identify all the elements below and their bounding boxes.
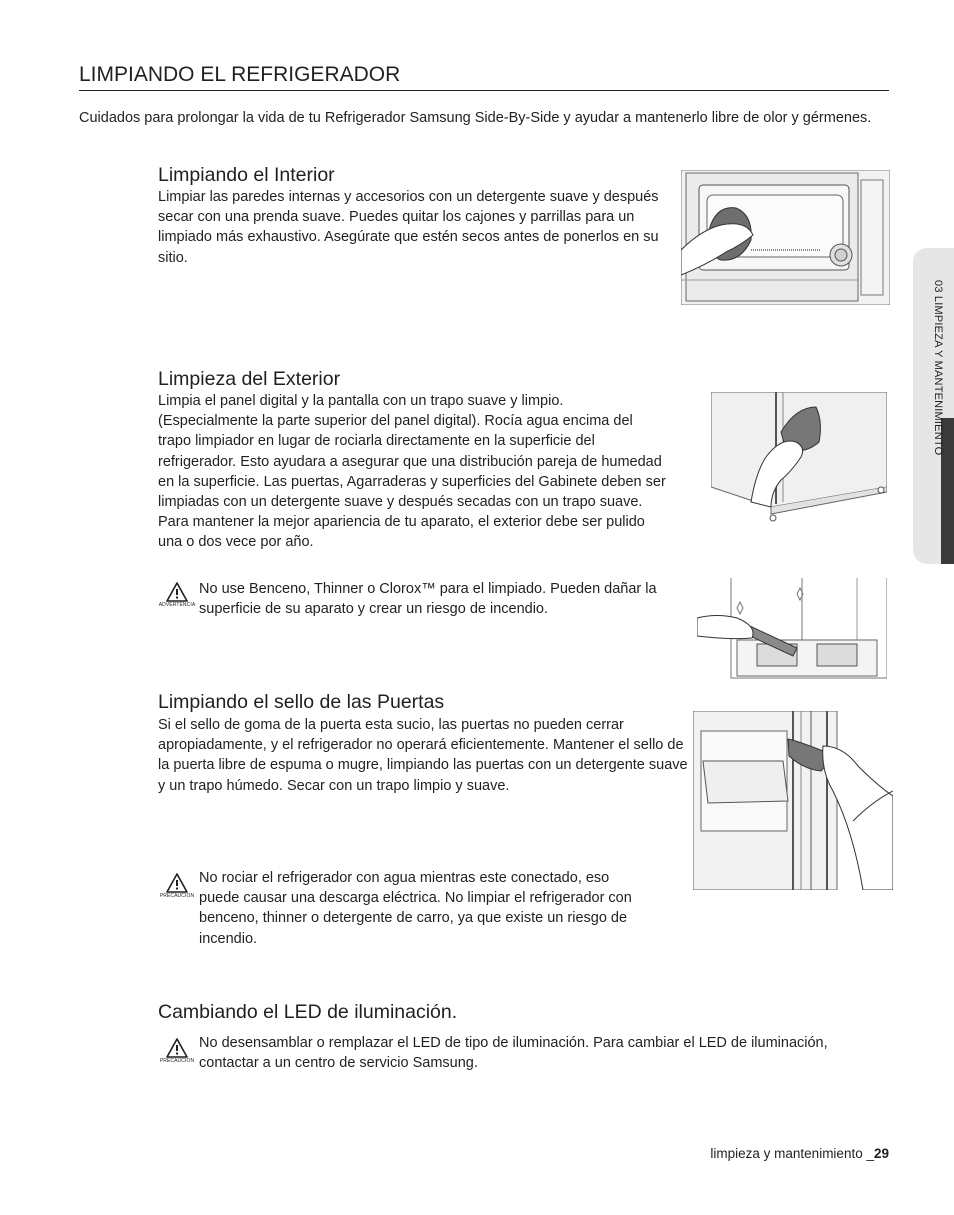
caution-label-led: PRECAUCION [159,1058,195,1064]
caution-badge-led [155,1038,199,1064]
warning-badge [155,582,199,608]
section-title-interior: Limpiando el Interior [158,164,335,186]
door-seal-cleaning-illustration [693,711,893,890]
caution-badge-seal [155,873,199,899]
page-number: 29 [873,1146,889,1161]
warning-label: ADVERTENCIA [158,602,196,608]
kickplate-cleaning-illustration [697,578,887,680]
section-title-seal: Limpiando el sello de las Puertas [158,691,445,713]
section-title-exterior: Limpieza del Exterior [158,368,341,390]
caution-text-seal: No rociar el refrigerador con agua mientras este conectado, eso puede causar una descarga eléctrica. No limpiar el refrigerador con benceno, thinner o detergente de carro, ya que existe un riesgo de incendio. [199,870,632,947]
exterior-cleaning-illustration [711,392,887,524]
caution-triangle-icon [166,1038,188,1058]
section-body-exterior: Limpia el panel digital y la pantalla con un trapo suave y limpio. (Especialmente la parte superior del panel digital). Rocía agua encima del trapo limpiador en lugar de rociarla directamente en la superficie del refrigerador. Esto ayudara a asegurar que una distribución pareja de humedad en la superficie. Las puertas, Agarraderas y superficies del Gabinete deben ser limpiadas con un detergente suave y después secadas con un trapo suave. Para mantener la mejor apariencia de tu aparato, el exterior debe ser pulido una o dos vece por año. [158,393,666,551]
intro-text: Cuidados para prolongar la vida de tu Refrigerador Samsung Side-By-Side y ayudar a mantenerlo libre de olor y gérmenes. [79,110,872,126]
section-title-led: Cambiando el LED de iluminación. [158,1001,458,1023]
footer-text: limpieza y mantenimiento _ [710,1146,874,1161]
page-footer [710,1146,889,1161]
section-body-seal: Si el sello de goma de la puerta esta sucio, las puertas no pueden cerrar apropiadamente, y el refrigerador no operará eficientemente. Mantener el sello de la puerta libre de espuma o mugre, limpiando las puertas con un detergente suave y un trapo húmedo. Secar con un trapo limpio y suave. [158,717,688,794]
caution-label-seal: PRECAUCION [159,893,195,899]
caution-text-led: No desensamblar o remplazar el LED de tipo de iluminación. Para cambiar el LED de iluminación, contactar a un centro de servicio Samsung. [199,1035,828,1072]
warning-triangle-icon [166,582,188,602]
section-body-interior: Limpiar las paredes internas y accesorios con un detergente suave y después secar con una prenda suave. Puedes quitar los cajones y parrillas para un limpiado más exhaustivo. Asegúrate que estén secos antes de ponerlos en su sitio. [158,189,659,266]
interior-cleaning-illustration [681,170,890,305]
caution-triangle-icon [166,873,188,893]
chapter-side-tab-label: 03 LIMPIEZA Y MANTENIMIENTO [932,280,944,456]
page-title: LIMPIANDO EL REFRIGERADOR [79,62,889,91]
warning-text: No use Benceno, Thinner o Clorox™ para el limpiado. Pueden dañar la superficie de su aparato y crear un riesgo de incendio. [199,581,657,618]
